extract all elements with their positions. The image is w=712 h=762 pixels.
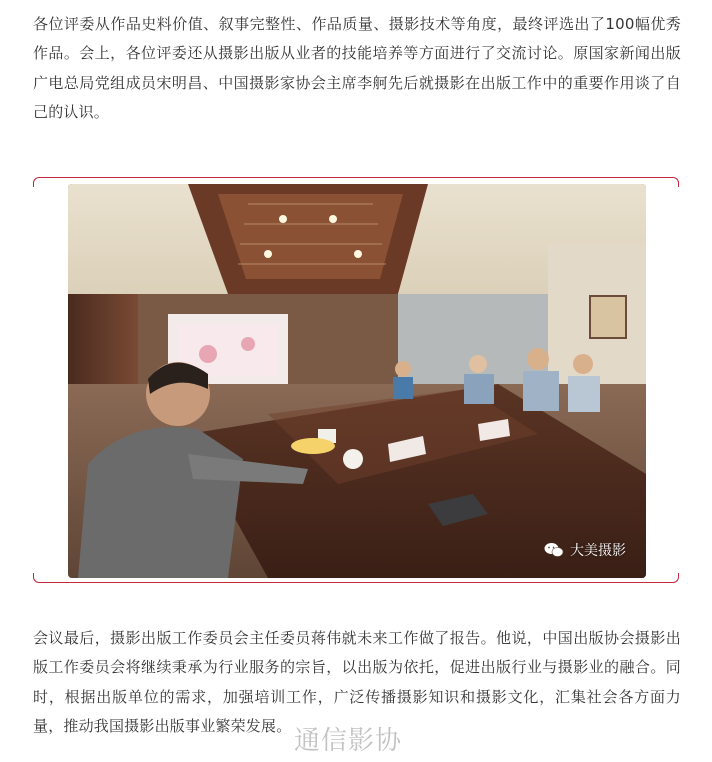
photo-frame <box>33 177 679 583</box>
meeting-photo <box>68 184 646 578</box>
page-watermark: 通信影协 <box>294 726 403 756</box>
paragraph-bottom: 会议最后，摄影出版工作委员会主任委员蒋伟就未来工作做了报告。他说，中国出版协会摄影出版工作委员会将继续秉承为行业服务的宗旨，以出版为依托，促进出版行业与摄影业的融合。同时，根据出版单位的需求，加强培训工作，广泛传播摄影知识和摄影文化，汇集社会各方面力量，推动我国摄影出版事业繁荣发展。 <box>33 629 681 735</box>
wechat-icon <box>544 542 564 558</box>
photo-watermark <box>544 540 626 560</box>
paragraph-top: 各位评委从作品史料价值、叙事完整性、作品质量、摄影技术等角度，最终评选出了100幅优秀作品。会上，各位评委还从摄影出版从业者的技能培养等方面进行了交流讨论。原国家新闻出版广电总局党组成员宋明昌、中国摄影家协会主席李舸先后就摄影在出版工作中的重要作用谈了自己的认识。 <box>33 15 681 121</box>
photo-watermark-text: 大美摄影 <box>570 543 626 559</box>
